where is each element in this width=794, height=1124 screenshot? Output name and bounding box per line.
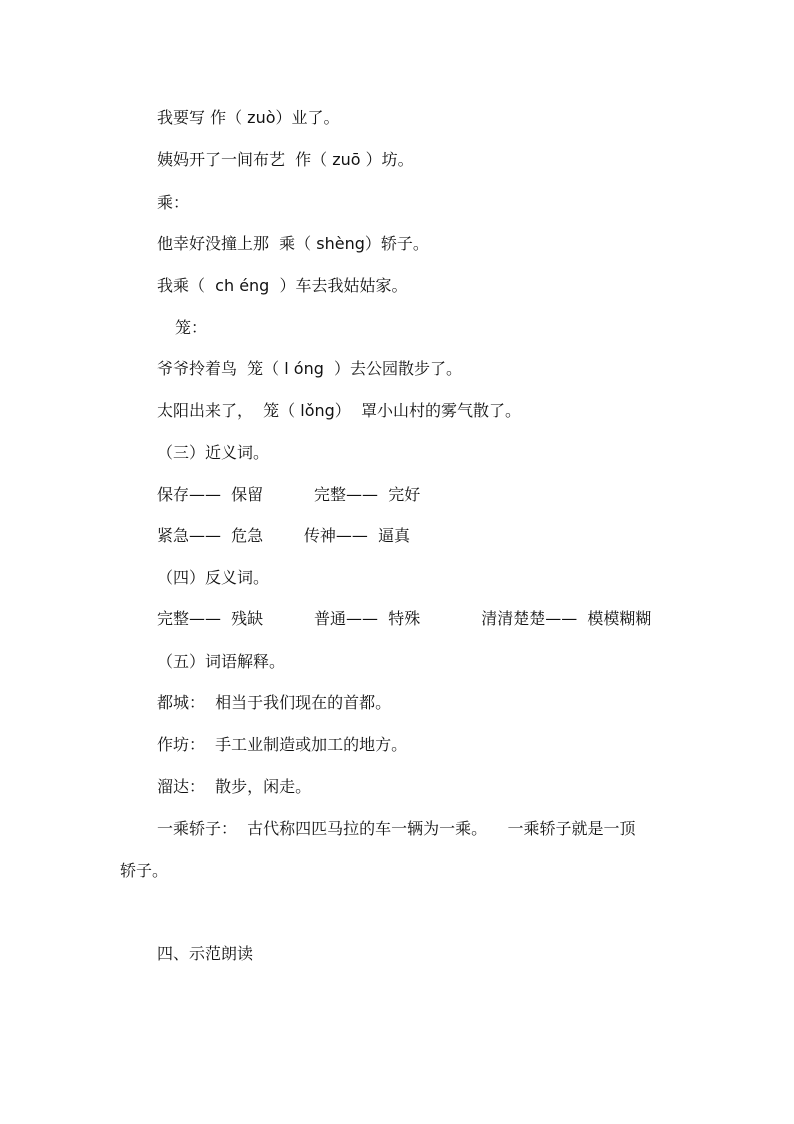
text-line: 保存—— 保留 完整—— 完好 xyxy=(157,485,421,504)
text-line: 乘： xyxy=(157,193,190,212)
text-line: 我乘（ ch éng ）车去我姑姑家。 xyxy=(157,276,408,295)
text-line: 都城： 相当于我们现在的首都。 xyxy=(157,693,392,712)
section-heading: （四）反义词。 xyxy=(157,568,270,587)
section-heading: （三）近义词。 xyxy=(157,443,270,462)
text-line: 姨妈开了一间布艺 作（ zuō ）坊。 xyxy=(157,150,414,169)
section-heading: 四、示范朗读 xyxy=(157,944,254,963)
text-line: 他幸好没撞上那 乘（ shèng）轿子。 xyxy=(157,234,429,253)
section-heading: （五）词语解释。 xyxy=(157,652,286,671)
text-line: 作坊： 手工业制造或加工的地方。 xyxy=(157,735,408,754)
text-line: 爷爷拎着鸟 笼（ l óng ）去公园散步了。 xyxy=(157,359,463,378)
text-line: 紧急—— 危急 传神—— 逼真 xyxy=(157,526,411,545)
text-line: 一乘轿子： 古代称四匹马拉的车一辆为一乘。 一乘轿子就是一顶 xyxy=(157,819,636,838)
text-line: 轿子。 xyxy=(120,861,169,880)
text-line: 溜达： 散步，闲走。 xyxy=(157,777,312,796)
text-line: 笼： xyxy=(175,318,208,337)
text-line: 我要写 作（ zuò）业了。 xyxy=(157,108,340,127)
text-line: 太阳出来了， 笼（ lǒng） 罩小山村的雾气散了。 xyxy=(157,401,521,420)
text-line: 完整—— 残缺 普通—— 特殊 清清楚楚—— 模模糊糊 xyxy=(157,609,652,628)
